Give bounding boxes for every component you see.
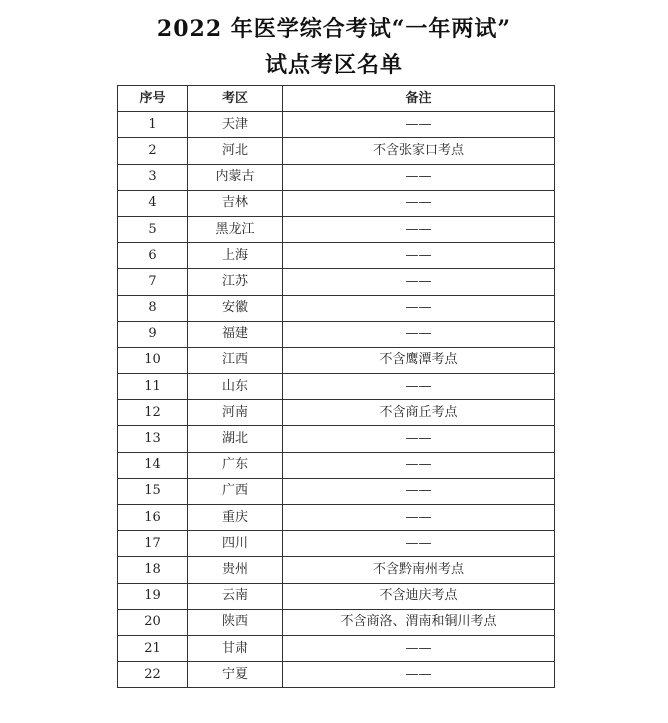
cell-note: —— [283, 190, 555, 216]
cell-no: 15 [118, 478, 188, 504]
cell-note: 不含商丘考点 [283, 400, 555, 426]
cell-no: 2 [118, 138, 188, 164]
cell-no: 1 [118, 112, 188, 138]
cell-region: 云南 [188, 583, 283, 609]
cell-region: 江苏 [188, 269, 283, 295]
table-row [118, 112, 555, 138]
table-row [118, 452, 555, 478]
cell-region: 广西 [188, 478, 283, 504]
cell-no: 7 [118, 269, 188, 295]
table-row [118, 243, 555, 269]
cell-region: 黑龙江 [188, 216, 283, 242]
cell-note: —— [283, 269, 555, 295]
cell-note: —— [283, 164, 555, 190]
cell-note: 不含张家口考点 [283, 138, 555, 164]
cell-note: —— [283, 531, 555, 557]
cell-note: —— [283, 295, 555, 321]
header-note: 备注 [283, 86, 555, 112]
cell-no: 20 [118, 609, 188, 635]
cell-no: 9 [118, 321, 188, 347]
cell-note: 不含黔南州考点 [283, 557, 555, 583]
cell-region: 湖北 [188, 426, 283, 452]
table-row [118, 426, 555, 452]
cell-note: —— [283, 216, 555, 242]
cell-region: 贵州 [188, 557, 283, 583]
cell-region: 吉林 [188, 190, 283, 216]
cell-region: 江西 [188, 347, 283, 373]
table-row [118, 609, 555, 635]
cell-region: 广东 [188, 452, 283, 478]
table-row [118, 295, 555, 321]
cell-region: 安徽 [188, 295, 283, 321]
cell-region: 重庆 [188, 505, 283, 531]
cell-no: 21 [118, 635, 188, 661]
cell-no: 19 [118, 583, 188, 609]
table-row [118, 635, 555, 661]
table-row [118, 583, 555, 609]
table-row [118, 164, 555, 190]
table-row [118, 662, 555, 688]
cell-no: 13 [118, 426, 188, 452]
cell-no: 6 [118, 243, 188, 269]
header-no: 序号 [118, 86, 188, 112]
table-row [118, 216, 555, 242]
table-row [118, 478, 555, 504]
cell-no: 4 [118, 190, 188, 216]
cell-region: 四川 [188, 531, 283, 557]
cell-no: 10 [118, 347, 188, 373]
cell-no: 18 [118, 557, 188, 583]
cell-no: 11 [118, 374, 188, 400]
cell-note: —— [283, 478, 555, 504]
cell-note: 不含商洛、渭南和铜川考点 [283, 609, 555, 635]
cell-no: 17 [118, 531, 188, 557]
cell-region: 甘肃 [188, 635, 283, 661]
table-row [118, 321, 555, 347]
cell-note: —— [283, 662, 555, 688]
cell-region: 宁夏 [188, 662, 283, 688]
cell-no: 16 [118, 505, 188, 531]
document-title: 2022 年医学综合考试“一年两试” [156, 16, 512, 42]
cell-note: 不含迪庆考点 [283, 583, 555, 609]
cell-no: 3 [118, 164, 188, 190]
table-row [118, 531, 555, 557]
cell-note: —— [283, 452, 555, 478]
cell-no: 12 [118, 400, 188, 426]
table-row [118, 400, 555, 426]
table-row [118, 190, 555, 216]
cell-note: —— [283, 426, 555, 452]
cell-note: —— [283, 243, 555, 269]
table-row [118, 269, 555, 295]
cell-no: 14 [118, 452, 188, 478]
cell-no: 8 [118, 295, 188, 321]
cell-note: —— [283, 112, 555, 138]
table-row [118, 138, 555, 164]
cell-region: 天津 [188, 112, 283, 138]
cell-note: —— [283, 505, 555, 531]
document-subtitle: 试点考区名单 [264, 52, 403, 78]
cell-note: —— [283, 321, 555, 347]
cell-note: —— [283, 635, 555, 661]
cell-region: 福建 [188, 321, 283, 347]
cell-region: 河北 [188, 138, 283, 164]
cell-region: 陕西 [188, 609, 283, 635]
cell-no: 5 [118, 216, 188, 242]
cell-note: 不含鹰潭考点 [283, 347, 555, 373]
table-header-row [118, 86, 555, 112]
table-row [118, 347, 555, 373]
cell-region: 内蒙古 [188, 164, 283, 190]
table-row [118, 374, 555, 400]
table-row [118, 557, 555, 583]
table-body [118, 112, 555, 688]
cell-region: 山东 [188, 374, 283, 400]
cell-region: 河南 [188, 400, 283, 426]
header-region: 考区 [188, 86, 283, 112]
cell-note: —— [283, 374, 555, 400]
cell-region: 上海 [188, 243, 283, 269]
cell-no: 22 [118, 662, 188, 688]
pilot-region-table [117, 85, 555, 688]
table-row [118, 505, 555, 531]
